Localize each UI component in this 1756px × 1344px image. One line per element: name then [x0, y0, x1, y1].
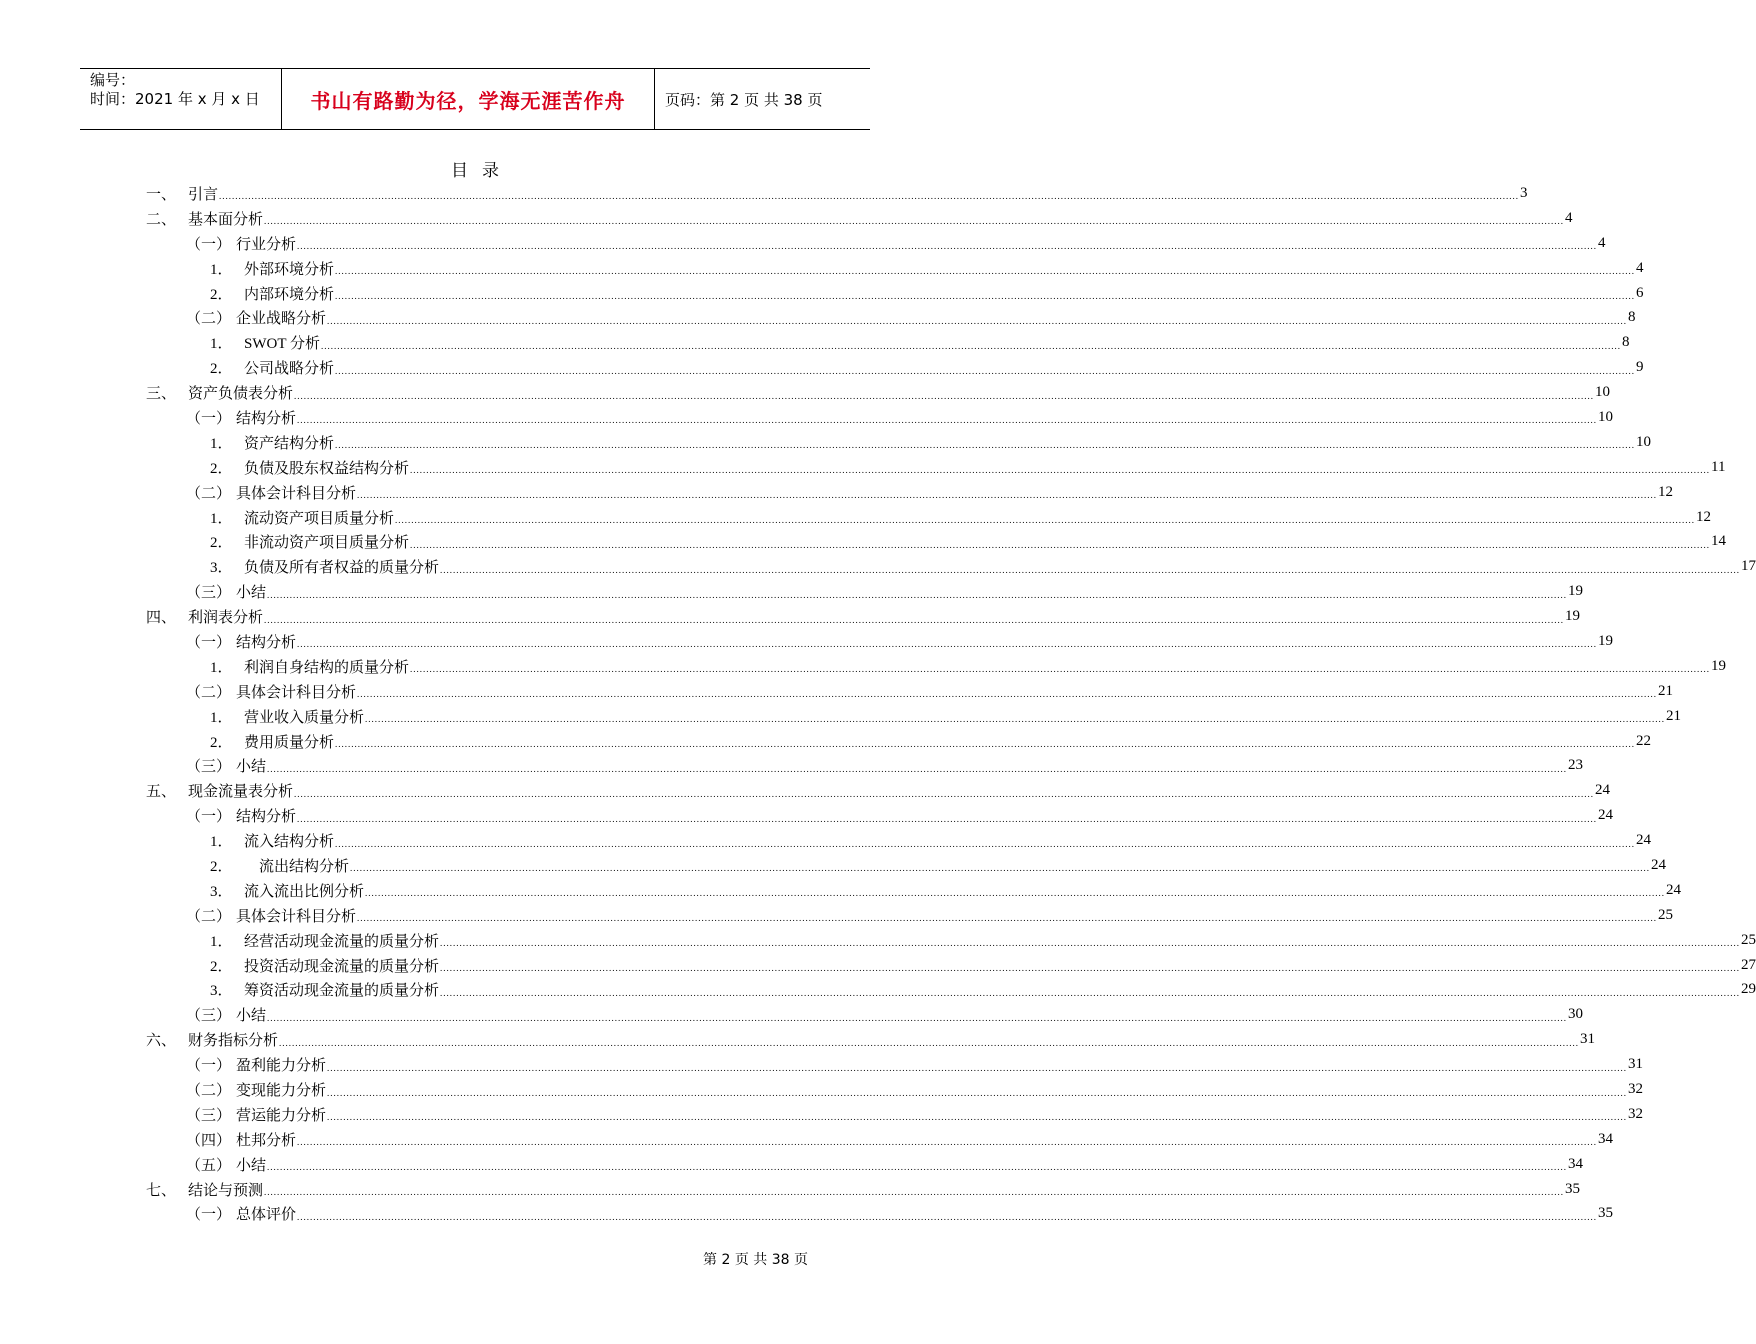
toc-entry-number: 1．: [210, 933, 233, 950]
toc-entry-title: 负债及股东权益结构分析: [244, 460, 410, 477]
toc-dot-leader: ................................................................................................................................................................................................................................................................................................................................................................................................................: [327, 1087, 1628, 1098]
toc-entry[interactable]: [146, 878, 1682, 903]
toc-dot-leader: ................................................................................................................................................................................................................................................................................................................................................................................................................: [335, 266, 1636, 277]
toc-entry-title: 公司战略分析: [244, 361, 335, 378]
page-footer: 第 2 页 共 38 页: [703, 1252, 808, 1268]
toc-entry-title: 流入结构分析: [244, 834, 335, 851]
toc-entry-number: 1．: [210, 261, 233, 278]
toc-entry-title: 财务指标分析: [188, 1033, 279, 1050]
toc-dot-leader: ................................................................................................................................................................................................................................................................................................................................................................................................................: [327, 315, 1628, 326]
toc-entry[interactable]: [146, 903, 1674, 928]
toc-entry-title: 结构分析: [236, 410, 297, 427]
header-motto-text: 书山有路勤为径，学海无涯苦作舟: [310, 88, 626, 113]
toc-entry[interactable]: [146, 654, 1727, 679]
header-time-label: 时间：2021 年 x 月 x 日: [90, 90, 260, 108]
toc-entry-title: 流动资产项目质量分析: [244, 510, 395, 527]
toc-dot-leader: ................................................................................................................................................................................................................................................................................................................................................................................................................: [335, 739, 1636, 750]
toc-entry-page: 25: [1741, 931, 1756, 948]
toc-entry-page: 14: [1711, 533, 1727, 550]
toc-entry-number: 三、: [146, 386, 177, 403]
toc-entry-title: 小结: [236, 1157, 267, 1174]
toc-entry-title: 营运能力分析: [236, 1107, 327, 1124]
toc-entry-page: 19: [1711, 657, 1727, 674]
toc-entry-number: 1．: [210, 336, 233, 353]
toc-dot-leader: ................................................................................................................................................................................................................................................................................................................................................................................................................: [267, 763, 1568, 774]
toc-dot-leader: ................................................................................................................................................................................................................................................................................................................................................................................................................: [357, 913, 1658, 924]
toc-entry[interactable]: [146, 305, 1636, 330]
toc-dot-leader: ................................................................................................................................................................................................................................................................................................................................................................................................................: [410, 539, 1711, 550]
toc-entry[interactable]: [146, 281, 1644, 306]
toc-dot-leader: ................................................................................................................................................................................................................................................................................................................................................................................................................: [297, 241, 1598, 252]
toc-entry-page: 35: [1598, 1205, 1614, 1222]
toc-dot-leader: ................................................................................................................................................................................................................................................................................................................................................................................................................: [327, 1062, 1628, 1073]
toc-entry-number: 二、: [146, 211, 177, 228]
toc-entry[interactable]: [146, 778, 1611, 803]
toc-entry-page: 21: [1666, 707, 1682, 724]
toc-entry-number: 2．: [210, 535, 233, 552]
toc-entry-page: 24: [1651, 856, 1667, 873]
toc-entry[interactable]: [146, 1152, 1584, 1177]
toc-entry-number: 3．: [210, 883, 233, 900]
toc-entry-title: 具体会计科目分析: [236, 908, 357, 925]
toc-entry-page: 4: [1598, 234, 1606, 251]
toc-entry-number: 1．: [210, 834, 233, 851]
toc-dot-leader: ................................................................................................................................................................................................................................................................................................................................................................................................................: [335, 838, 1636, 849]
toc-entry[interactable]: [146, 1177, 1581, 1202]
toc-entry-title: 费用质量分析: [244, 734, 335, 751]
toc-entry[interactable]: [146, 579, 1584, 604]
toc-entry-page: 10: [1595, 384, 1611, 401]
toc-entry[interactable]: [146, 753, 1584, 778]
toc-entry-title: 结构分析: [236, 809, 297, 826]
toc-entry-page: 10: [1598, 408, 1614, 425]
toc-entry-title: 资产负债表分析: [188, 386, 294, 403]
toc-entry[interactable]: [146, 1202, 1614, 1227]
toc-entry-page: 30: [1568, 1006, 1584, 1023]
toc-dot-leader: ................................................................................................................................................................................................................................................................................................................................................................................................................: [350, 863, 1651, 874]
toc-entry-number: （三）: [186, 1008, 232, 1025]
toc-entry[interactable]: [146, 355, 1644, 380]
toc-entry-page: 29: [1741, 981, 1756, 998]
toc-dot-leader: ................................................................................................................................................................................................................................................................................................................................................................................................................: [320, 340, 1621, 351]
toc-entry[interactable]: [146, 828, 1652, 853]
toc-entry-number: 2．: [210, 734, 233, 751]
toc-entry-page: 31: [1580, 1031, 1596, 1048]
toc-entry-number: （一）: [186, 634, 232, 651]
toc-entry-title: 非流动资产项目质量分析: [244, 535, 410, 552]
toc-entry[interactable]: [146, 430, 1652, 455]
toc-entry[interactable]: [146, 803, 1614, 828]
toc-entry-page: 35: [1565, 1180, 1581, 1197]
toc-entry-number: 六、: [146, 1033, 177, 1050]
toc-entry-title: 行业分析: [236, 236, 297, 253]
toc-entry-page: 4: [1565, 209, 1573, 226]
toc-entry-page: 11: [1711, 458, 1726, 475]
toc-entry-title: 流出结构分析: [244, 858, 350, 875]
page-header: [80, 68, 870, 130]
toc-entry[interactable]: [146, 1127, 1614, 1152]
toc-entry-number: 五、: [146, 784, 177, 801]
toc-entry[interactable]: [146, 978, 1756, 1003]
toc-entry[interactable]: [146, 1052, 1644, 1077]
toc-entry-number: （一）: [186, 1207, 232, 1224]
toc-entry-page: 31: [1628, 1056, 1644, 1073]
toc-entry-number: 七、: [146, 1182, 177, 1199]
toc-entry[interactable]: [146, 953, 1756, 978]
toc-entry-title: 具体会计科目分析: [236, 485, 357, 502]
toc-entry-page: 34: [1598, 1130, 1614, 1147]
toc-entry-page: 10: [1636, 433, 1652, 450]
toc-entry-title: 总体评价: [236, 1207, 297, 1224]
toc-entry-number: 四、: [146, 610, 177, 627]
toc-dot-leader: ................................................................................................................................................................................................................................................................................................................................................................................................................: [335, 440, 1636, 451]
toc-entry-page: 9: [1636, 359, 1644, 376]
toc-entry-page: 32: [1628, 1105, 1644, 1122]
toc-entry-title: 负债及所有者权益的质量分析: [244, 560, 440, 577]
toc-entry-number: （一）: [186, 809, 232, 826]
toc-entry-title: 小结: [236, 585, 267, 602]
toc-entry[interactable]: [146, 1077, 1644, 1102]
toc-entry-number: （四）: [186, 1132, 232, 1149]
toc-entry-title: 利润表分析: [188, 610, 264, 627]
toc-entry-number: （三）: [186, 759, 232, 776]
toc-entry[interactable]: [146, 928, 1756, 953]
toc-dot-leader: ................................................................................................................................................................................................................................................................................................................................................................................................................: [395, 515, 1696, 526]
toc-entry-number: （三）: [186, 585, 232, 602]
toc-entry-page: 32: [1628, 1081, 1644, 1097]
toc-entry-page: 12: [1658, 483, 1674, 500]
toc-title: 目录: [451, 161, 513, 180]
toc-dot-leader: ................................................................................................................................................................................................................................................................................................................................................................................................................: [297, 813, 1598, 824]
toc-entry[interactable]: [146, 604, 1581, 629]
toc-entry-title: 利润自身结构的质量分析: [244, 659, 410, 676]
toc-entry-number: 1．: [210, 709, 233, 726]
toc-entry-number: （一）: [186, 236, 232, 253]
toc-dot-leader: ................................................................................................................................................................................................................................................................................................................................................................................................................: [267, 1012, 1568, 1023]
toc-entry-page: 25: [1658, 906, 1674, 923]
toc-dot-leader: ................................................................................................................................................................................................................................................................................................................................................................................................................: [327, 1112, 1628, 1123]
toc-entry-title: 小结: [236, 759, 267, 776]
header-meta: [80, 69, 281, 129]
toc-entry-number: 2．: [210, 460, 233, 477]
toc-entry-number: （二）: [186, 485, 232, 502]
toc-entry-title: SWOT 分析: [244, 336, 320, 353]
toc-entry-number: （三）: [186, 1107, 232, 1124]
toc-entry-page: 34: [1568, 1155, 1584, 1172]
toc-dot-leader: ................................................................................................................................................................................................................................................................................................................................................................................................................: [440, 987, 1741, 998]
toc-entry-title: 具体会计科目分析: [236, 684, 357, 701]
toc-dot-leader: ................................................................................................................................................................................................................................................................................................................................................................................................................: [440, 963, 1741, 974]
toc-entry-number: 2．: [210, 286, 233, 303]
toc-dot-leader: ................................................................................................................................................................................................................................................................................................................................................................................................................: [267, 1162, 1568, 1173]
toc-entry-page: 3: [1520, 184, 1528, 201]
toc-entry-page: 17: [1741, 558, 1756, 575]
toc-entry[interactable]: [146, 1102, 1644, 1127]
toc-entry-number: （二）: [186, 908, 232, 925]
toc-entry-page: 21: [1658, 682, 1674, 699]
toc-entry[interactable]: [146, 554, 1756, 579]
toc-entry-title: 引言: [188, 186, 219, 203]
toc-entry[interactable]: [146, 1002, 1584, 1027]
toc-entry-title: 经营活动现金流量的质量分析: [244, 933, 440, 950]
toc-dot-leader: ................................................................................................................................................................................................................................................................................................................................................................................................................: [219, 191, 1520, 202]
toc-dot-leader: ................................................................................................................................................................................................................................................................................................................................................................................................................: [357, 689, 1658, 700]
toc-entry-title: 杜邦分析: [236, 1132, 297, 1149]
toc-entry-number: 一、: [146, 186, 177, 203]
toc-dot-leader: ................................................................................................................................................................................................................................................................................................................................................................................................................: [279, 1037, 1580, 1048]
toc-dot-leader: ................................................................................................................................................................................................................................................................................................................................................................................................................: [294, 788, 1595, 799]
toc-dot-leader: ................................................................................................................................................................................................................................................................................................................................................................................................................: [297, 1211, 1598, 1222]
header-page-label: 页码：第 2 页 共 38 页: [665, 90, 823, 109]
toc-entry[interactable]: [146, 181, 1528, 206]
toc-dot-leader: ................................................................................................................................................................................................................................................................................................................................................................................................................: [410, 664, 1711, 675]
toc-entry-number: （二）: [186, 311, 232, 328]
toc-dot-leader: ................................................................................................................................................................................................................................................................................................................................................................................................................: [264, 1187, 1565, 1198]
toc-entry[interactable]: [146, 330, 1630, 355]
toc-entry-number: 1．: [210, 659, 233, 676]
toc-entry-number: 2．: [210, 361, 233, 378]
toc-entry-title: 结构分析: [236, 634, 297, 651]
toc-dot-leader: ................................................................................................................................................................................................................................................................................................................................................................................................................: [297, 639, 1598, 650]
toc-entry[interactable]: [146, 853, 1667, 878]
toc-entry-title: 现金流量表分析: [188, 784, 294, 801]
toc-entry-title: 外部环境分析: [244, 261, 335, 278]
toc-entry[interactable]: [146, 1027, 1596, 1052]
toc-entry-title: 筹资活动现金流量的质量分析: [244, 983, 440, 1000]
table-of-contents: [146, 181, 1756, 1226]
toc-entry-title: 企业战略分析: [236, 311, 327, 328]
toc-entry-number: （一）: [186, 1058, 232, 1075]
toc-entry[interactable]: [146, 629, 1614, 654]
toc-entry-page: 22: [1636, 732, 1652, 749]
toc-dot-leader: ................................................................................................................................................................................................................................................................................................................................................................................................................: [267, 589, 1568, 600]
toc-entry[interactable]: [146, 505, 1712, 530]
toc-entry-page: 8: [1628, 309, 1636, 326]
toc-entry[interactable]: [146, 231, 1606, 256]
toc-entry[interactable]: [146, 529, 1727, 554]
toc-entry-number: 3．: [210, 560, 233, 577]
toc-dot-leader: ................................................................................................................................................................................................................................................................................................................................................................................................................: [335, 291, 1636, 301]
toc-entry-number: （五）: [186, 1157, 232, 1174]
toc-dot-leader: ................................................................................................................................................................................................................................................................................................................................................................................................................: [294, 390, 1595, 401]
header-motto: [281, 69, 655, 129]
toc-entry-title: 营业收入质量分析: [244, 709, 365, 726]
toc-entry-number: （二）: [186, 684, 232, 701]
toc-entry-number: 2．: [210, 858, 233, 875]
toc-entry-title: 变现能力分析: [236, 1083, 327, 1099]
toc-entry[interactable]: [146, 679, 1674, 704]
toc-entry-number: 2．: [210, 958, 233, 975]
toc-entry-page: 19: [1598, 632, 1614, 649]
toc-entry-page: 24: [1636, 832, 1652, 849]
toc-dot-leader: ................................................................................................................................................................................................................................................................................................................................................................................................................: [297, 1137, 1598, 1148]
toc-dot-leader: ................................................................................................................................................................................................................................................................................................................................................................................................................: [357, 490, 1658, 501]
toc-entry-number: （二）: [186, 1083, 232, 1099]
toc-dot-leader: ................................................................................................................................................................................................................................................................................................................................................................................................................: [335, 365, 1636, 376]
toc-entry-page: 23: [1568, 757, 1584, 774]
toc-entry-page: 24: [1595, 782, 1611, 799]
toc-dot-leader: ................................................................................................................................................................................................................................................................................................................................................................................................................: [365, 888, 1666, 899]
toc-entry-page: 4: [1636, 259, 1644, 276]
toc-entry-number: 3．: [210, 983, 233, 1000]
toc-dot-leader: ................................................................................................................................................................................................................................................................................................................................................................................................................: [297, 415, 1598, 426]
toc-dot-leader: ................................................................................................................................................................................................................................................................................................................................................................................................................: [440, 938, 1741, 949]
toc-dot-leader: ................................................................................................................................................................................................................................................................................................................................................................................................................: [264, 614, 1565, 625]
toc-entry[interactable]: [146, 256, 1644, 281]
toc-entry[interactable]: [146, 206, 1573, 231]
toc-entry-number: （一）: [186, 410, 232, 427]
toc-entry[interactable]: [146, 380, 1611, 405]
toc-entry[interactable]: [146, 480, 1674, 505]
toc-entry[interactable]: [146, 704, 1682, 729]
toc-entry-page: 24: [1666, 881, 1682, 898]
toc-entry[interactable]: [146, 455, 1726, 480]
toc-entry-title: 内部环境分析: [244, 286, 335, 303]
toc-entry-title: 流入流出比例分析: [244, 883, 365, 900]
header-code-label: 编号：: [90, 71, 136, 89]
toc-entry-page: 6: [1636, 284, 1644, 301]
toc-entry-title: 投资活动现金流量的质量分析: [244, 958, 440, 975]
toc-entry-page: 8: [1621, 334, 1630, 351]
toc-entry-title: 结论与预测: [188, 1182, 264, 1199]
header-page-info: [655, 69, 870, 129]
toc-entry-page: 12: [1696, 508, 1712, 525]
toc-entry[interactable]: [146, 405, 1614, 430]
toc-entry-title: 盈利能力分析: [236, 1058, 327, 1075]
toc-entry-number: 1．: [210, 510, 233, 527]
toc-entry-page: 19: [1565, 608, 1581, 625]
toc-entry[interactable]: [146, 729, 1652, 754]
toc-entry-page: 27: [1741, 956, 1756, 973]
toc-dot-leader: ................................................................................................................................................................................................................................................................................................................................................................................................................: [410, 465, 1711, 476]
toc-entry-title: 资产结构分析: [244, 435, 335, 452]
toc-dot-leader: ................................................................................................................................................................................................................................................................................................................................................................................................................: [440, 564, 1741, 575]
toc-dot-leader: ................................................................................................................................................................................................................................................................................................................................................................................................................: [365, 714, 1666, 725]
toc-entry-number: 1．: [210, 435, 233, 452]
toc-entry-title: 基本面分析: [188, 211, 264, 228]
toc-entry-page: 19: [1568, 583, 1584, 600]
toc-entry-page: 24: [1598, 807, 1614, 824]
toc-dot-leader: ................................................................................................................................................................................................................................................................................................................................................................................................................: [264, 216, 1565, 227]
toc-entry-title: 小结: [236, 1008, 267, 1025]
